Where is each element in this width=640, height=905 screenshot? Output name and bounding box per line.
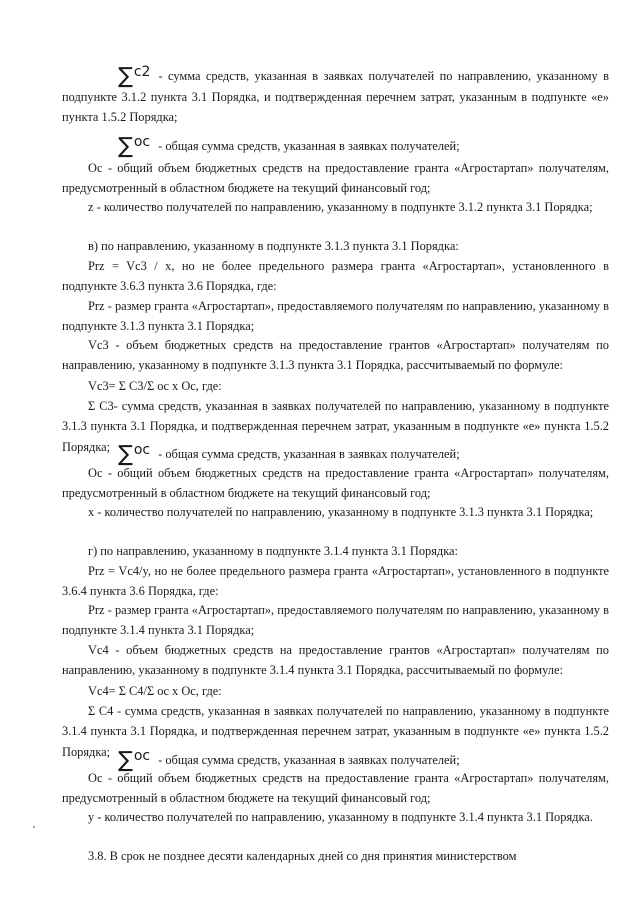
paragraph-z-count: z - количество получателей по направлению, указанному в подпункте 3.1.2 пункта 3.1 Порядка; (88, 200, 593, 214)
paragraph-vc3-definition: Vc3 - объем бюджетных средств на предоставление грантов «Агростартап» получателям по направлению, указанному в подпункте 3.1.3 пункта 3.1 Порядка, рассчитываемый по формуле: (62, 338, 609, 373)
paragraph-x-count: x - количество получателей по направлению, указанному в подпункте 3.1.3 пункта 3.1 Порядка; (88, 505, 594, 519)
sigma-symbol: ∑ (118, 64, 133, 89)
paragraph-prz-formula: Prz = Vc3 / x, но не более предельного размера гранта «Агростартап», установленного в подпункте 3.6.3 пункта 3.6 Порядка, где: (62, 259, 609, 294)
paragraph-oc-total: Ос - общий объем бюджетных средств на предоставление гранта «Агростартап» получателям, предусмотренный в областном бюджете на текущий финансовый год; (62, 161, 609, 196)
paragraph-sum-c4: Σ С4 - сумма средств, указанная в заявках получателей по направлению, указанному в подпункте 3.1.4 пункта 3.1 Порядка, и подтвержденная перечнем затрат, указанным в подпункте «е» пункта 1.5.2 Порядка; (62, 704, 609, 759)
paragraph-text: - сумма средств, указанная в заявках получателей по направлению, указанному в подпункте 3.1.2 пункта 3.1 Порядка, и подтвержденная перечнем затрат, указанным в подпункте «е» пункта 1.5.2 Порядка; (62, 69, 609, 125)
paragraph-sum-oc (62, 440, 609, 465)
paragraph-item-g: г) по направлению, указанному в подпункте 3.1.4 пункта 3.1 Порядка: (88, 544, 458, 558)
paragraph-y-count: у - количество получателей по направлению, указанному в подпункте 3.1.4 пункта 3.1 Порядка. (88, 810, 593, 824)
paragraph-sum-oc (62, 132, 609, 157)
paragraph-sum-c3: Σ С3- сумма средств, указанная в заявках получателей по направлению, указанному в подпункте 3.1.3 пункта 3.1 Порядка, и подтвержденная перечнем затрат, указанным в подпункте «е» пункта 1.5.2 Порядка; (62, 399, 609, 454)
paragraph-item-v: в) по направлению, указанному в подпункте 3.1.3 пункта 3.1 Порядка: (88, 239, 459, 253)
paragraph-sum-c2 (62, 62, 609, 128)
scan-speck (33, 826, 35, 828)
sigma-subscript: ос (133, 748, 151, 764)
paragraph-vc3-formula: Vc3= Σ C3/Σ oc x Oc, где: (88, 379, 222, 393)
paragraph-vc4-definition: Vc4 - объем бюджетных средств на предоставление грантов «Агростартап» получателям по направлению, указанному в подпункте 3.1.4 пункта 3.1 Порядка, рассчитываемый по формуле: (62, 643, 609, 678)
paragraph-text: - общая сумма средств, указанная в заявках получателей; (158, 753, 460, 767)
sigma-subscript: ос (133, 134, 151, 150)
paragraph-vc4-formula: Vc4= Σ C4/Σ oc x Oc, где: (88, 684, 222, 698)
paragraph-prz-definition: Prz - размер гранта «Агростартап», предоставляемого получателям по направлению, указанному в подпункте 3.1.3 пункта 3.1 Порядка; (62, 299, 609, 334)
paragraph-section-3-8: 3.8. В срок не позднее десяти календарных дней со дня принятия министерством (88, 849, 517, 863)
sigma-symbol: ∑ (118, 134, 133, 159)
paragraph-prz-definition: Prz - размер гранта «Агростартап», предоставляемого получателям по направлению, указанному в подпункте 3.1.4 пункта 3.1 Порядка; (62, 603, 609, 638)
sigma-subscript: с2 (133, 64, 151, 80)
paragraph-oc-total: Ос - общий объем бюджетных средств на предоставление гранта «Агростартап» получателям, предусмотренный в областном бюджете на текущий финансовый год; (62, 466, 609, 501)
paragraph-prz-formula: Prz = Vc4/y, но не более предельного размера гранта «Агростартап», установленного в подпункте 3.6.4 пункта 3.6 Порядка, где: (62, 564, 609, 599)
paragraph-text: - общая сумма средств, указанная в заявках получателей; (158, 139, 460, 153)
sigma-symbol: ∑ (118, 748, 133, 773)
sigma-symbol: ∑ (118, 442, 133, 467)
paragraph-oc-total: Ос - общий объем бюджетных средств на предоставление гранта «Агростартап» получателям, предусмотренный в областном бюджете на текущий финансовый год; (62, 771, 609, 806)
sigma-subscript: ос (133, 442, 151, 458)
paragraph-text: - общая сумма средств, указанная в заявках получателей; (158, 447, 460, 461)
